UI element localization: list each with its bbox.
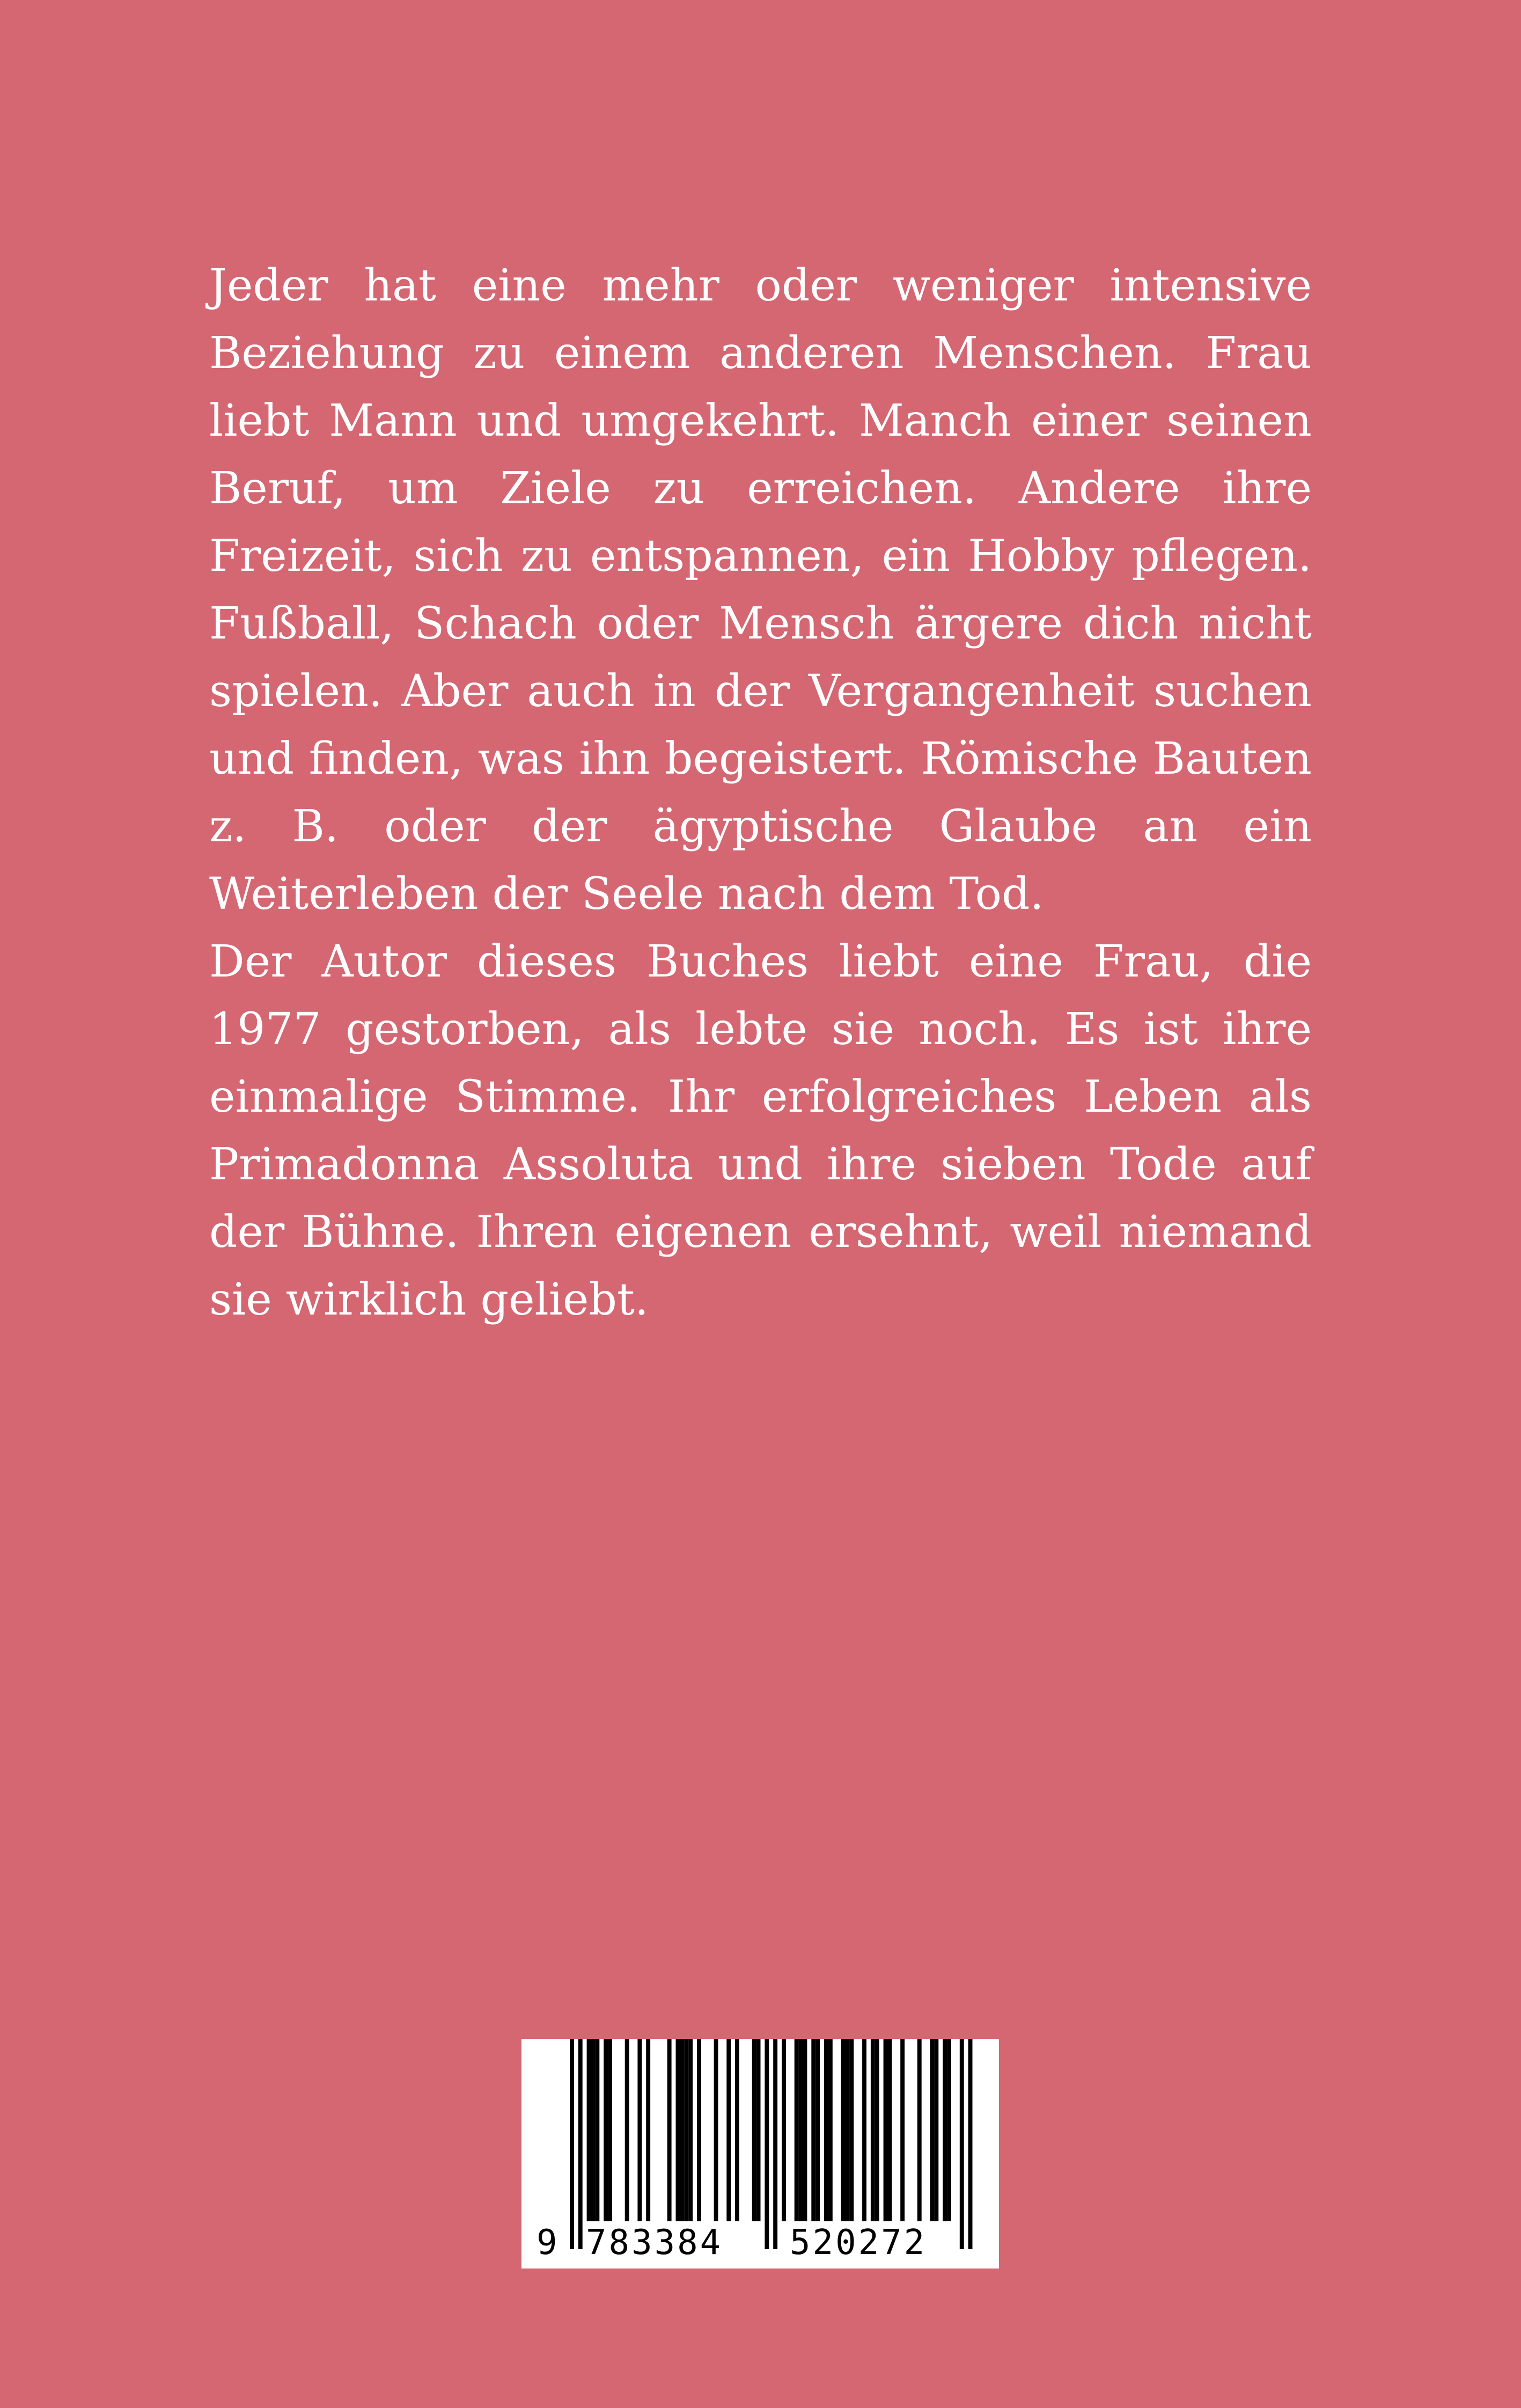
barcode-bar	[688, 2039, 693, 2221]
barcode-bar	[587, 2039, 591, 2221]
barcode-guard-bar	[968, 2039, 973, 2249]
barcode-guard-bar	[570, 2039, 574, 2249]
barcode-bar	[811, 2039, 815, 2221]
barcode-bar	[930, 2039, 935, 2221]
blurb-paragraph-2: Der Autor dieses Buches liebt eine Frau, die 1977 gestorben, als lebte sie noch. Es ist ihre einmalige Stimme. Ihr erfolgreiches Leben als Primadonna Assoluta und ihre sieben Tode auf der Bühne. Ihren eigenen ersehnt, weil niemand sie wirklich geliebt.	[209, 936, 1312, 1325]
barcode-bar	[871, 2039, 875, 2221]
barcode-bar	[714, 2039, 718, 2221]
barcode-bar	[782, 2039, 786, 2221]
barcode-bar	[841, 2039, 846, 2221]
barcode-bar	[799, 2039, 803, 2221]
isbn-barcode	[521, 2039, 999, 2268]
barcode-bar	[604, 2039, 608, 2221]
barcode-guard-bar	[960, 2039, 964, 2249]
barcode-guard-bar	[765, 2039, 769, 2249]
barcode-guard-bar	[773, 2039, 777, 2249]
barcode-bar	[697, 2039, 701, 2221]
barcode-bar	[726, 2039, 731, 2221]
barcode-bar	[884, 2039, 888, 2221]
barcode-right-digits: 520272	[790, 2223, 927, 2263]
barcode-bar	[888, 2039, 892, 2221]
barcode-bar	[934, 2039, 938, 2221]
barcode-bar	[849, 2039, 854, 2221]
barcode-bar	[900, 2039, 905, 2221]
barcode-bar	[795, 2039, 799, 2221]
barcode-bar	[667, 2039, 672, 2221]
barcode-bar	[824, 2039, 828, 2221]
barcode-bar	[828, 2039, 833, 2221]
barcode-bar	[875, 2039, 879, 2221]
barcode-bar	[947, 2039, 951, 2221]
barcode-bar	[595, 2039, 599, 2221]
barcode-bar	[637, 2039, 642, 2221]
barcode-bar	[676, 2039, 680, 2221]
barcode-bar	[646, 2039, 650, 2221]
barcode-bar	[803, 2039, 807, 2221]
back-cover-blurb	[209, 252, 1312, 1334]
barcode-left-digits: 783384	[586, 2223, 723, 2263]
barcode-bar	[815, 2039, 820, 2221]
barcode-bar	[756, 2039, 761, 2221]
barcode-guard-bar	[578, 2039, 583, 2249]
barcode-bar	[735, 2039, 739, 2221]
barcode-bar	[591, 2039, 596, 2221]
barcode-bar	[752, 2039, 756, 2221]
barcode-bar	[917, 2039, 922, 2221]
barcode-bar	[862, 2039, 866, 2221]
barcode-bar	[684, 2039, 688, 2221]
barcode-lead-digit: 9	[537, 2223, 559, 2263]
barcode-bar	[943, 2039, 947, 2221]
barcode-bar	[680, 2039, 684, 2221]
barcode-bar	[846, 2039, 850, 2221]
blurb-paragraph-1: Jeder hat eine mehr oder weniger intensive Beziehung zu einem anderen Menschen. Frau liebt Mann und umgekehrt. Manch einer seinen Beruf, um Ziele zu erreichen. Andere ihre Freizeit, sich zu entspannen, ein Hobby pflegen. Fußball, Schach oder Mensch ärgere dich nicht spielen. Aber auch in der Vergangenheit suchen und finden, was ihn begeistert. Römische Bauten z. B. oder der ägyptische Glaube an ein Weiterleben der Seele nach dem Tod.	[209, 260, 1312, 920]
barcode-bar	[608, 2039, 612, 2221]
barcode-bar	[625, 2039, 629, 2221]
